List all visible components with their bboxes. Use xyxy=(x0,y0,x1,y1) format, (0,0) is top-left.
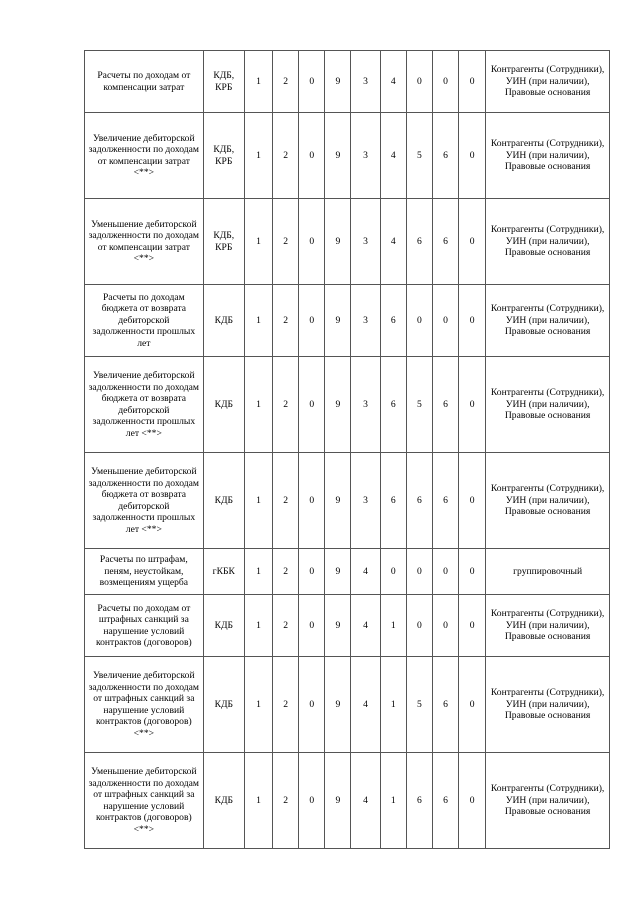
accounts-table xyxy=(84,50,610,849)
classifier-type-cell: КДБ, КРБ xyxy=(203,113,244,199)
account-digit-cell: 2 xyxy=(273,199,299,285)
account-digit-cell: 2 xyxy=(273,549,299,595)
account-digit-cell: 4 xyxy=(380,199,406,285)
account-digit-cell: 0 xyxy=(299,753,325,849)
account-digit-cell: 0 xyxy=(459,657,486,753)
account-digit-cell: 1 xyxy=(244,357,272,453)
account-digit-cell: 9 xyxy=(325,549,351,595)
account-digit-cell: 4 xyxy=(351,657,380,753)
classifier-type-cell: КДБ, КРБ xyxy=(203,199,244,285)
account-digit-cell: 0 xyxy=(299,357,325,453)
classifier-type-cell: КДБ xyxy=(203,657,244,753)
analytics-cell: Контрагенты (Сотрудники), УИН (при наличии), Правовые основания xyxy=(486,657,610,753)
account-digit-cell: 1 xyxy=(380,595,406,657)
account-name-cell: Расчеты по доходам от компенсации затрат xyxy=(85,51,204,113)
account-digit-cell: 4 xyxy=(351,595,380,657)
table-row xyxy=(85,657,610,753)
account-digit-cell: 5 xyxy=(406,113,432,199)
account-digit-cell: 1 xyxy=(380,657,406,753)
account-digit-cell: 0 xyxy=(406,595,432,657)
account-name-cell: Расчеты по штрафам, пеням, неустойкам, возмещениям ущерба xyxy=(85,549,204,595)
classifier-type-cell: КДБ xyxy=(203,595,244,657)
account-digit-cell: 0 xyxy=(406,285,432,357)
account-digit-cell: 0 xyxy=(299,549,325,595)
classifier-type-cell: КДБ xyxy=(203,285,244,357)
account-digit-cell: 4 xyxy=(351,753,380,849)
account-digit-cell: 5 xyxy=(406,357,432,453)
account-digit-cell: 0 xyxy=(432,595,458,657)
account-name-cell: Расчеты по доходам от штрафных санкций за нарушение условий контрактов (договоров) xyxy=(85,595,204,657)
account-digit-cell: 2 xyxy=(273,51,299,113)
account-digit-cell: 2 xyxy=(273,595,299,657)
account-digit-cell: 1 xyxy=(380,753,406,849)
classifier-type-cell: КДБ xyxy=(203,357,244,453)
account-digit-cell: 6 xyxy=(380,285,406,357)
account-digit-cell: 2 xyxy=(273,285,299,357)
analytics-cell: Контрагенты (Сотрудники), УИН (при наличии), Правовые основания xyxy=(486,113,610,199)
account-digit-cell: 0 xyxy=(432,51,458,113)
account-digit-cell: 1 xyxy=(244,453,272,549)
classifier-type-cell: КДБ xyxy=(203,753,244,849)
account-digit-cell: 1 xyxy=(244,285,272,357)
account-digit-cell: 9 xyxy=(325,51,351,113)
account-digit-cell: 6 xyxy=(406,199,432,285)
account-digit-cell: 9 xyxy=(325,113,351,199)
account-digit-cell: 2 xyxy=(273,753,299,849)
account-digit-cell: 6 xyxy=(432,753,458,849)
account-digit-cell: 6 xyxy=(406,453,432,549)
account-digit-cell: 4 xyxy=(380,51,406,113)
account-digit-cell: 0 xyxy=(299,595,325,657)
account-digit-cell: 0 xyxy=(299,657,325,753)
account-digit-cell: 2 xyxy=(273,113,299,199)
account-name-cell: Увеличение дебиторской задолженности по доходам от компенсации затрат <**> xyxy=(85,113,204,199)
account-digit-cell: 0 xyxy=(459,595,486,657)
account-digit-cell: 9 xyxy=(325,357,351,453)
account-digit-cell: 1 xyxy=(244,657,272,753)
account-digit-cell: 0 xyxy=(459,113,486,199)
account-digit-cell: 0 xyxy=(459,357,486,453)
account-digit-cell: 6 xyxy=(432,453,458,549)
account-digit-cell: 9 xyxy=(325,199,351,285)
account-digit-cell: 0 xyxy=(380,549,406,595)
account-digit-cell: 6 xyxy=(432,357,458,453)
analytics-cell: Контрагенты (Сотрудники), УИН (при наличии), Правовые основания xyxy=(486,595,610,657)
account-digit-cell: 6 xyxy=(432,199,458,285)
account-digit-cell: 4 xyxy=(351,549,380,595)
account-digit-cell: 0 xyxy=(299,113,325,199)
account-digit-cell: 3 xyxy=(351,453,380,549)
account-digit-cell: 9 xyxy=(325,753,351,849)
account-name-cell: Уменьшение дебиторской задолженности по доходам от компенсации затрат <**> xyxy=(85,199,204,285)
account-digit-cell: 3 xyxy=(351,51,380,113)
account-name-cell: Увеличение дебиторской задолженности по доходам бюджета от возврата дебиторской задолженности прошлых лет <**> xyxy=(85,357,204,453)
classifier-type-cell: гКБК xyxy=(203,549,244,595)
table-body xyxy=(85,51,610,849)
account-digit-cell: 2 xyxy=(273,453,299,549)
account-digit-cell: 0 xyxy=(406,51,432,113)
classifier-type-cell: КДБ xyxy=(203,453,244,549)
account-digit-cell: 0 xyxy=(459,51,486,113)
table-row xyxy=(85,357,610,453)
account-digit-cell: 9 xyxy=(325,285,351,357)
table-row xyxy=(85,549,610,595)
account-digit-cell: 6 xyxy=(380,453,406,549)
account-digit-cell: 6 xyxy=(432,657,458,753)
table-row xyxy=(85,453,610,549)
account-digit-cell: 6 xyxy=(380,357,406,453)
account-digit-cell: 5 xyxy=(406,657,432,753)
table-row xyxy=(85,753,610,849)
account-digit-cell: 1 xyxy=(244,199,272,285)
account-digit-cell: 0 xyxy=(299,199,325,285)
table-row xyxy=(85,51,610,113)
account-digit-cell: 0 xyxy=(406,549,432,595)
account-name-cell: Увеличение дебиторской задолженности по доходам от штрафных санкций за нарушение условий контрактов (договоров) <**> xyxy=(85,657,204,753)
analytics-cell: группировочный xyxy=(486,549,610,595)
table-row xyxy=(85,595,610,657)
account-digit-cell: 0 xyxy=(459,753,486,849)
account-name-cell: Расчеты по доходам бюджета от возврата дебиторской задолженности прошлых лет xyxy=(85,285,204,357)
account-digit-cell: 6 xyxy=(406,753,432,849)
analytics-cell: Контрагенты (Сотрудники), УИН (при наличии), Правовые основания xyxy=(486,453,610,549)
account-digit-cell: 1 xyxy=(244,549,272,595)
account-digit-cell: 1 xyxy=(244,595,272,657)
account-name-cell: Уменьшение дебиторской задолженности по доходам бюджета от возврата дебиторской задолженности прошлых лет <**> xyxy=(85,453,204,549)
table-row xyxy=(85,199,610,285)
account-digit-cell: 0 xyxy=(459,285,486,357)
account-digit-cell: 9 xyxy=(325,453,351,549)
account-digit-cell: 9 xyxy=(325,595,351,657)
account-digit-cell: 0 xyxy=(459,549,486,595)
account-digit-cell: 0 xyxy=(459,199,486,285)
account-digit-cell: 0 xyxy=(432,549,458,595)
table-row xyxy=(85,113,610,199)
account-digit-cell: 2 xyxy=(273,657,299,753)
account-digit-cell: 4 xyxy=(380,113,406,199)
analytics-cell: Контрагенты (Сотрудники), УИН (при наличии), Правовые основания xyxy=(486,285,610,357)
account-digit-cell: 0 xyxy=(432,285,458,357)
account-digit-cell: 1 xyxy=(244,113,272,199)
account-digit-cell: 0 xyxy=(299,453,325,549)
account-digit-cell: 3 xyxy=(351,285,380,357)
account-digit-cell: 0 xyxy=(459,453,486,549)
account-digit-cell: 6 xyxy=(432,113,458,199)
account-digit-cell: 3 xyxy=(351,199,380,285)
account-digit-cell: 9 xyxy=(325,657,351,753)
account-digit-cell: 0 xyxy=(299,51,325,113)
account-digit-cell: 3 xyxy=(351,357,380,453)
account-digit-cell: 3 xyxy=(351,113,380,199)
analytics-cell: Контрагенты (Сотрудники), УИН (при наличии), Правовые основания xyxy=(486,199,610,285)
account-digit-cell: 1 xyxy=(244,51,272,113)
table-row xyxy=(85,285,610,357)
classifier-type-cell: КДБ, КРБ xyxy=(203,51,244,113)
analytics-cell: Контрагенты (Сотрудники), УИН (при наличии), Правовые основания xyxy=(486,51,610,113)
account-digit-cell: 0 xyxy=(299,285,325,357)
analytics-cell: Контрагенты (Сотрудники), УИН (при наличии), Правовые основания xyxy=(486,753,610,849)
account-name-cell: Уменьшение дебиторской задолженности по доходам от штрафных санкций за нарушение условий контрактов (договоров) <**> xyxy=(85,753,204,849)
account-digit-cell: 1 xyxy=(244,753,272,849)
account-digit-cell: 2 xyxy=(273,357,299,453)
analytics-cell: Контрагенты (Сотрудники), УИН (при наличии), Правовые основания xyxy=(486,357,610,453)
